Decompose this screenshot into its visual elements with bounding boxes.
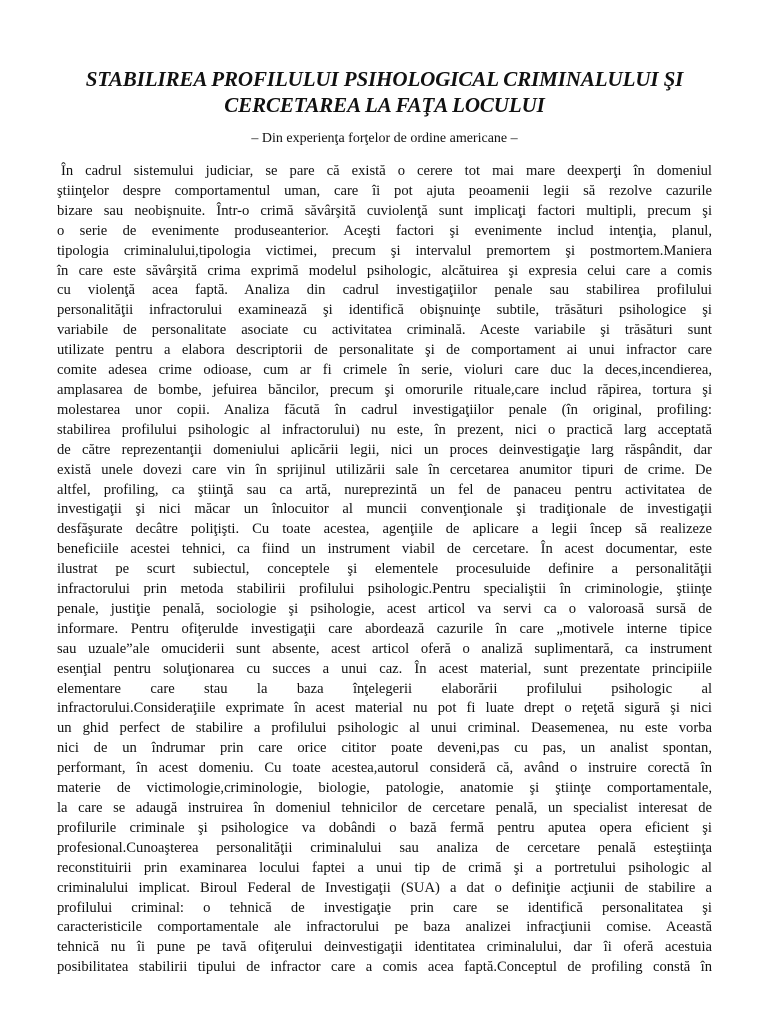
body-line: profesional.Cunoaşterea personalităţii criminalului sau analiza de cercetare penală esteştiinţa [57, 839, 712, 856]
body-line: desfăşurate decâtre poliţişti. Cu toate acestea, agenţiile de aplicare a legii încep să realizeze [57, 521, 712, 538]
body-line: bizare sau neobişnuite. Într-o crimă săvârşită cuviolenţă sunt implicaţi factori multipli, precum şi [57, 202, 712, 219]
body-line: investigaţii şi nici măcar un înlocuitor al muncii convenţionale şi tradiţionale de investigaţii [57, 501, 712, 518]
body-line: utilizate pentru a elabora descriptorii de personalitate şi de comportament ai unui infractor care [57, 342, 712, 359]
body-line: stabilirea profilului psihologic al infractorului) nu este, în prezent, nici o practică larg acceptată [57, 421, 712, 438]
body-line: de către reprezentanţii domeniului aplicării legii, nici un proces deinvestigaţie larg răspândit, dar [57, 441, 712, 458]
body-line: comite adesea crime odioase, cum ar fi crimele în serie, violuri care duc la deces,incendierea, [57, 362, 712, 379]
body-line: tipologia criminalului,tipologia victimei, precum şi intervalul premortem şi postmortem.Maniera [57, 242, 712, 259]
body-line: caracteristicile comportamentale ale infractorului pe baza analizei infracţiunii comise. Această [57, 919, 712, 936]
body-line: nici de un îndrumar prin care orice cititor poate deveni,pas cu pas, un analist spontan, [57, 740, 712, 757]
body-line: variabile de personalitate asociate cu activitatea criminală. Aceste variabile şi trăsături sunt [57, 322, 712, 339]
body-line: reconstituirii prin examinarea locului faptei a unui tip de crimă şi a portretului psihologic al [57, 859, 712, 876]
body-line: materie de victimologie,criminologie, biologie, patologie, anatomie şi ştiinţe comportamentale, [57, 780, 712, 797]
title-line-1: STABILIREA PROFILULUI PSIHOLOGICAL CRIMINALULUI ŞI [85, 67, 684, 91]
body-line: un ghid perfect de stabilire a profilului psihologic al unui criminal. Deasemenea, nu este vorba [57, 720, 712, 737]
body-line: sau uzuale”ale omuciderii sunt absente, acest articol oferă o analiză suplimentară, ca instrument [57, 640, 712, 657]
body-line: criminalului implicat. Biroul Federal de Investigaţii (SUA) a dat o definiţie acţiunii de stabilire a [57, 879, 712, 896]
body-line: informare. Pentru ofiţerulde investigaţii care abordează cazurile în care „motivele interne tipice [57, 620, 712, 637]
body-line: infractorului.Consideraţiile exprimate în acest material nu pot fi luate drept o reţetă sigură şi nici [57, 700, 712, 717]
document-title [57, 66, 712, 118]
body-line: molestarea unor copii. Analiza făcută în cadrul investigaţiilor penale (în original, profiling: [57, 401, 712, 418]
body-line: penale, justiţie penală, sociologie şi psihologie, acest articol va servi ca o valoroasă sursă de [57, 600, 712, 617]
body-line: profilului criminal: o tehnică de investigaţie prin care se identifică personalitatea şi [57, 899, 712, 916]
document-subtitle: – Din experienţa forţelor de ordine americane – [251, 131, 518, 146]
document-body [57, 162, 712, 978]
body-line: ştiinţelor despre comportamentul uman, care îi pot ajuta peoamenii legii să rezolve cazurile [57, 182, 712, 199]
body-line: o serie de evenimente produseanterior. Aceşti factori şi evenimente includ intenţia, planul, [57, 222, 712, 239]
body-line: la care se adaugă instruirea în domeniul tehnicilor de cercetare penală, un specialist interesat de [57, 800, 712, 816]
body-line: tehnică nu îi pune pe tavă ofiţerului deinvestigaţii identitatea criminalului, dar îi oferă acestuia [57, 939, 712, 956]
body-line: altfel, profiling, ca ştiinţă sau ca artă, nureprezintă un fel de panaceu pentru activitatea de [57, 481, 712, 498]
title-line-2: CERCETAREA LA FAŢA LOCULUI [224, 93, 545, 117]
body-line: beneficiile acestei tehnici, ca fiind un instrument viabil de cercetare. În acest documentar, este [57, 541, 712, 558]
body-line: ilustrat pe scurt subiectul, conceptele şi elementele procesuluide definire a personalităţii [57, 561, 712, 578]
body-line: cu violenţă acea faptă. Analiza din cadrul investigaţiilor penale sau stabilirea profilului [57, 282, 712, 299]
body-line: posibilitatea stabilirii tipului de infractor care a comis acea faptă.Conceptul de profiling constă în [57, 959, 712, 976]
body-line: în care este săvârşită crima exprimă modelul psihologic, alcătuirea şi expresia celui care a comis [57, 262, 712, 279]
body-line: personalităţii infractorului examinează şi identifică obişnuinţe subtile, trăsături psihologice şi [57, 302, 712, 319]
body-line: elementare care stau la baza înţelegerii elaborării profilului psihologic al [57, 680, 712, 697]
body-line: există unele dovezi care vin în sprijinul utilizării sale în cercetarea anumitor tipuri de crime. De [57, 461, 712, 478]
body-line: amplasarea de bombe, jefuirea băncilor, precum şi omorurile rituale,care includ răpirea, tortura şi [57, 381, 712, 398]
body-line: esenţial pentru soluţionarea cu succes a unui caz. În acest material, sunt prezentate principiile [57, 660, 712, 677]
body-line: infractorului prin metoda stabilirii profilului psihologic.Pentru specialiştii în criminologie, ştiinţe [57, 581, 712, 598]
body-line: În cadrul sistemului judiciar, se pare că există o cerere tot mai mare deexperţi în domeniul [61, 163, 712, 179]
body-line: profilurile criminale şi psihologice va dobândi o bază fermă pentru aputea opera eficient şi [57, 819, 712, 836]
body-line: performant, în acest domeniu. Cu toate acestea,autorul consideră că, având o instruire corectă în [57, 760, 712, 777]
